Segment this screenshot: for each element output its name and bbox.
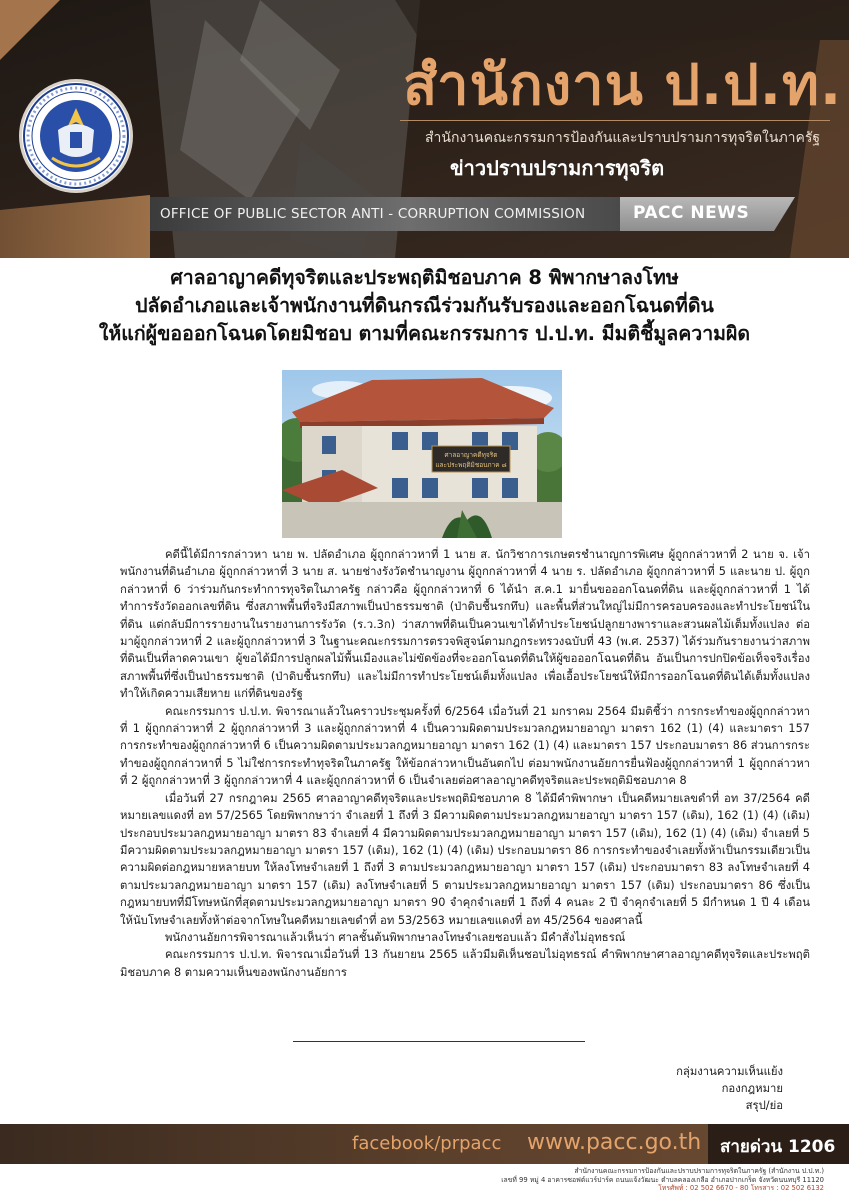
office-address [501,1167,824,1193]
office-full-name: สำนักงานคณะกรรมการป้องกันและปราบปรามการทุจริตในภาครัฐ [425,130,821,146]
office-title: สำนักงาน ป.ป.ท. [403,53,843,118]
news-section-name: ข่าวปราบปรามการทุจริต [450,156,665,180]
court-sign-line-2: และประพฤติมิชอบภาค ๘ [435,461,507,469]
header-divider [400,120,830,121]
signature-division: กลุ่มงานความเห็นแย้ง [676,1065,783,1078]
article-paragraph-2: คณะกรรมการ ป.ป.ท. พิจารณาแล้วในคราวประชุมครั้งที่ 6/2564 เมื่อวันที่ 21 มกราคม 2564 มีมติชี้ว่า การกระทำของผู้ถูกกล่าวหาที่ 1 ผู้ถูกกล่าวหาที่ 2 ผู้ถูกกล่าวหาที่ 3 และผู้ถูกกล่าวหาที่ 4 เป็นความผิดตามประมวลกฎหมายอาญา มาตรา 162 (1) (4) และมาตรา 157 การกระทำของผู้ถูกกล่าวหาที่ 6 เป็นความผิดตามประมวลกฎหมายอาญา มาตรา 162 (1) (4) และมาตรา 157 ประกอบมาตรา 86 ส่วนการกระทำของผู้ถูกกล่าวหาที่ 5 ไม่ใช่การกระทำทุจริตในภาครัฐ ให้ข้อกล่าวหาเป็นอันตกไป ต่อมาพนักงานอัยการยื่นฟ้องผู้ถูกกล่าวหาที่ 1 ผู้ถูกกล่าวหาที่ 2 ผู้ถูกกล่าวหาที่ 3 ผู้ถูกกล่าวหาที่ 4 และผู้ถูกกล่าวหาที่ 6 เป็นจำเลยต่อศาลอาญาคดีทุจริตและประพฤติมิชอบภาค 8 [120,704,810,788]
address-phone: โทรศัพท์ : 02 502 6670 - 80 โทรสาร : 02 502 6132 [658,1184,824,1193]
pacc-seal-logo [22,82,130,190]
address-office-name: สำนักงานคณะกรรมการป้องกันและปราบปรามการทุจริตในภาครัฐ (สำนักงาน ป.ป.ท.) [574,1167,824,1175]
headline-line-1: ศาลอาญาคดีทุจริตและประพฤติมิชอบภาค 8 พิพากษาลงโทษ [170,266,679,289]
end-divider [293,1041,585,1042]
hotline-number: สายด่วน 1206 [720,1137,836,1157]
article-paragraph-1: คดีนี้ได้มีการกล่าวหา นาย พ. ปลัดอำเภอ ผู้ถูกกล่าวหาที่ 1 นาย ส. นักวิชาการเกษตรชำนาญการพิเศษ ผู้ถูกกล่าวหาที่ 2 นาย จ. เจ้าพนักงานที่ดินอำเภอ ผู้ถูกกล่าวหาที่ 3 นาย ส. นายช่างรังวัดชำนาญงาน ผู้ถูกกล่าวหาที่ 4 นาย ร. ปลัดอำเภอ ผู้ถูกกล่าวหาที่ 5 และนาย ป. ผู้ถูกกล่าวหาที่ 6 ว่าร่วมกันกระทำการทุจริตในภาครัฐ กล่าวคือ ผู้ถูกกล่าวหาที่ 6 ได้นำ ส.ค.1 มายื่นขอออกโฉนดที่ดิน และผู้ถูกกล่าวหาที่ 1 ได้ทำการรังวัดออกเลขที่ดิน ซึ่งสภาพพื้นที่จริงมีสภาพเป็นป่าธรรมชาติ (ป่าดิบชื้นรกทึบ) และพื้นที่ส่วนใหญ่ไม่มีการครอบครองและทำประโยชน์ในที่ดิน แต่กลับมีการรายงานในรายงานการรังวัด (ร.ว.3ก) ว่าสภาพที่ดินเป็นควนเขาได้ทำประโยชน์ปลูกยางพาราและสวนผลไม้เต็มทั้งแปลง ต่อมาผู้ถูกกล่าวหาที่ 2 และผู้ถูกกล่าวหาที่ 3 ในฐานะคณะกรรมการตรวจพิสูจน์ตามกฎกระทรวงฉบับที่ 43 (พ.ศ. 2537) ได้ร่วมกันรายงานว่าสภาพที่ดินเป็นที่ลาดควนเขา ผู้ขอได้มีการปลูกผลไม้พื้นเมืองและไม่ขัดข้องที่จะออกโฉนดที่ดินให้ผู้ขอออกโฉนดที่ดิน อันเป็นการปกปิดข้อเท็จจริงเรื่องสภาพพื้นที่ซึ่งเป็นป่าธรรมชาติ (ป่าดิบชื้นรกทึบ) และไม่มีการทำประโยชน์เต็มทั้งแปลง เพื่อเอื้อประโยชน์ให้มีการออกโฉนดที่ดินได้เต็มทั้งแปลงทำให้เกิดความเสียหาย แก่ที่ดินของรัฐ [120,548,810,701]
facebook-link[interactable]: facebook/prpacc [352,1133,502,1154]
article-paragraph-4: พนักงานอัยการพิจารณาแล้วเห็นว่า ศาลชั้นต้นพิพากษาลงโทษจำเลยชอบแล้ว มีคำสั่งไม่อุทธรณ์ [165,930,626,944]
signature-bureau: กองกฎหมาย [721,1082,783,1095]
pacc-news-label: PACC NEWS [633,203,750,223]
court-sign-line-1: ศาลอาญาคดีทุจริต [444,451,498,459]
website-link[interactable]: www.pacc.go.th [527,1130,702,1155]
address-location: เลขที่ 99 หมู่ 4 อาคารซอฟต์แวร์ปาร์ค ถนนแจ้งวัฒนะ ตำบลคลองเกลือ อำเภอปากเกร็ด จังหวัดนนทบุรี 11120 [501,1175,824,1184]
court-building-photo [282,370,562,538]
headline-line-3: ให้แก่ผู้ขอออกโฉนดโดยมิชอบ ตามที่คณะกรรมการ ป.ป.ท. มีมติชี้มูลความผิด [98,322,751,345]
article-paragraph-5: คณะกรรมการ ป.ป.ท. พิจารณาเมื่อวันที่ 13 กันยายน 2565 แล้วมีมติเห็นชอบไม่อุทธรณ์ คำพิพากษาศาลอาญาคดีทุจริตและประพฤติมิชอบภาค 8 ตามความเห็นของพนักงานอัยการ [120,948,810,979]
signature-note: สรุป/ย่อ [745,1099,783,1112]
headline-line-2: ปลัดอำเภอและเจ้าพนักงานที่ดินกรณีร่วมกันรับรองและออกโฉนดที่ดิน [135,294,714,317]
page-header [0,0,849,258]
news-headline [0,264,849,348]
author-signature [676,1063,783,1114]
article-body [120,546,810,981]
article-paragraph-3: เมื่อวันที่ 27 กรกฎาคม 2565 ศาลอาญาคดีทุจริตและประพฤติมิชอบภาค 8 ได้มีคำพิพากษา เป็นคดีหมายเลขดำที่ อท 37/2564 คดีหมายเลขแดงที่ อท 57/2565 โดยพิพากษาว่า จำเลยที่ 1 ถึงที่ 3 มีความผิดตามประมวลกฎหมายอาญา มาตรา 157 (เดิม), 162 (1) (4) (เดิม) ประกอบประมวลกฎหมายอาญา มาตรา 83 จำเลยที่ 4 มีความผิดตามประมวลกฎหมายอาญา มาตรา 157 (เดิม), 162 (1) (4) (เดิม) จำเลยที่ 5 มีความผิดตามประมวลกฎหมายอาญา มาตรา 157 (เดิม), 162 (1) (4) (เดิม) ประกอบมาตรา 86 การกระทำของจำเลยทั้งห้าเป็นกรรมเดียวเป็นความผิดต่อกฎหมายหลายบท ให้ลงโทษจำเลยที่ 1 ถึงที่ 3 ตามประมวลกฎหมายอาญา มาตรา 157 (เดิม) ประกอบมาตรา 83 ลงโทษจำเลยที่ 4 ตามประมวลกฎหมายอาญา มาตรา 157 (เดิม) ลงโทษจำเลยที่ 5 ตามประมวลกฎหมายอาญา มาตรา 157 (เดิม) ประกอบมาตรา 86 ซึ่งเป็นกฎหมายบทที่มีโทษหนักที่สุดตามประมวลกฎหมายอาญา มาตรา 90 จำคุกจำเลยที่ 1 ถึงที่ 4 คนละ 2 ปี จำคุกจำเลยที่ 5 มีกำหนด 1 ปี 4 เดือน ให้นับโทษจำเลยทั้งห้าต่อจากโทษในคดีหมายเลขดำที่ อท 53/2563 หมายเลขแดงที่ อท 45/2564 ของศาลนี้ [120,791,810,927]
office-english-name: OFFICE OF PUBLIC SECTOR ANTI - CORRUPTION COMMISSION [160,206,586,222]
